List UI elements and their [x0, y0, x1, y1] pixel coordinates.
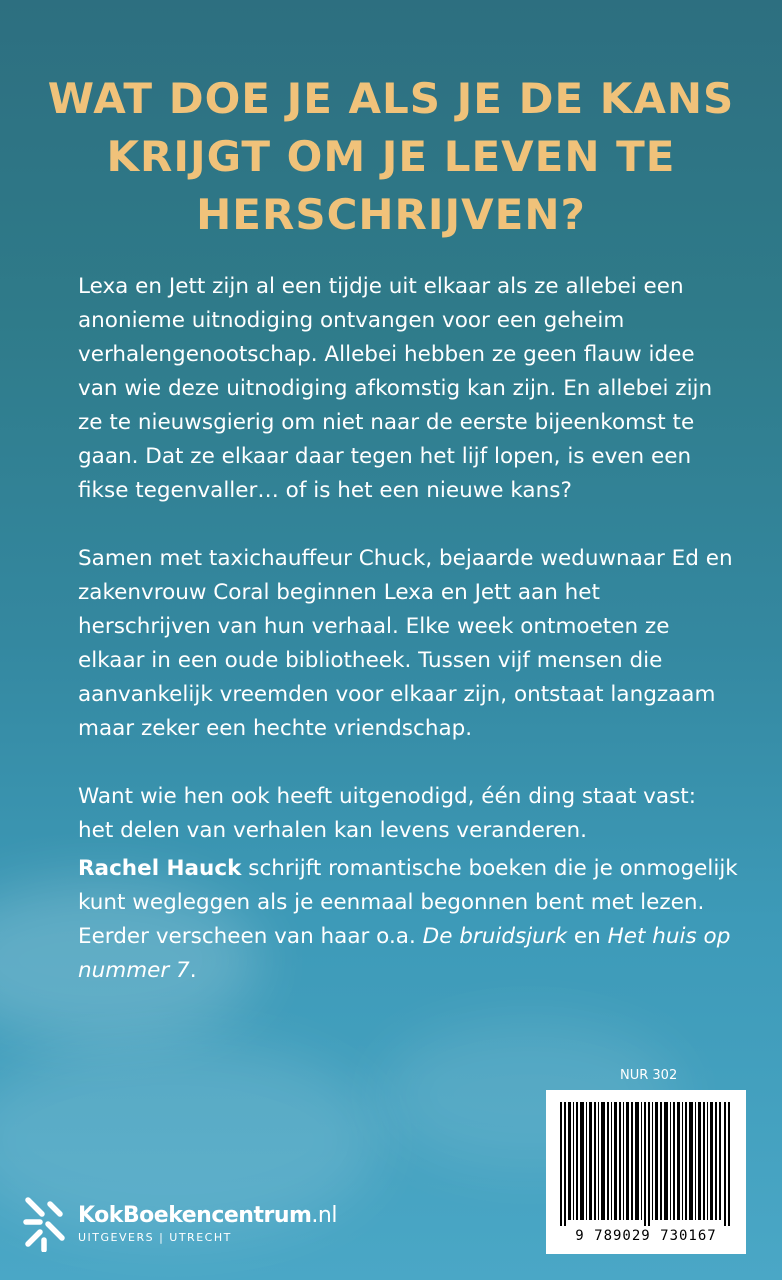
- blurb-paragraph-2: Samen met taxichauffeur Chuck, bejaarde weduwnaar Ed en zakenvrouw Coral beginnen Lexa en Jett aan het herschrijven van hun verhaal. Elke week ontmoeten ze elkaar in een oude bibliotheek. Tussen vijf mensen die aanvankelijk vreemden voor elkaar zijn, ontstaat langzaam maar zeker een hechte vriendschap.: [78, 546, 733, 741]
- nur-code: NUR 302: [620, 1068, 678, 1083]
- author-bio: [78, 852, 738, 988]
- author-connector: en: [567, 924, 608, 949]
- blurb-paragraph-3: Want wie hen ook heeft uitgenodigd, één ding staat vast: het delen van verhalen kan levens veranderen.: [78, 784, 696, 843]
- publisher-name-main: KokBoekencentrum: [78, 1202, 312, 1228]
- book-title-1: De bruidsjurk: [422, 924, 568, 949]
- kok-logo-icon: [20, 1194, 68, 1252]
- publisher-name: [78, 1203, 337, 1228]
- blurb: [78, 270, 738, 882]
- headline: WAT DOE JE ALS JE DE KANS KRIJGT OM JE LEVEN TE HERSCHRIJVEN?: [47, 74, 735, 239]
- author-name: Rachel Hauck: [78, 856, 242, 881]
- book-title-2: Het huis op nummer 7: [78, 924, 731, 983]
- blurb-paragraph-1: Lexa en Jett zijn al een tijdje uit elkaar als ze allebei een anonieme uitnodiging ontvangen voor een geheim verhalengenootschap. Allebei hebben ze geen flauw idee van wie deze uitnodiging afkomstig kan zijn. En allebei zijn ze te nieuwsgierig om niet naar de eerste bijeenkomst te gaan. Dat ze elkaar daar tegen het lijf lopen, is even een fikse tegenvaller… of is het een nieuwe kans?: [78, 274, 713, 503]
- barcode-bars: [560, 1102, 732, 1226]
- publisher-logo: [20, 1194, 337, 1252]
- publisher-name-tld: .nl: [311, 1202, 337, 1228]
- author-bio-text: schrijft romantische boeken die je onmogelijk kunt wegleggen als je eenmaal begonnen bent met lezen. Eerder verscheen van haar o.a.: [78, 856, 738, 949]
- barcode: [546, 1090, 746, 1254]
- author-end: .: [189, 958, 197, 983]
- publisher-subtitle: UITGEVERS | UTRECHT: [78, 1230, 232, 1244]
- isbn-number: 9 789029 730167: [575, 1228, 717, 1244]
